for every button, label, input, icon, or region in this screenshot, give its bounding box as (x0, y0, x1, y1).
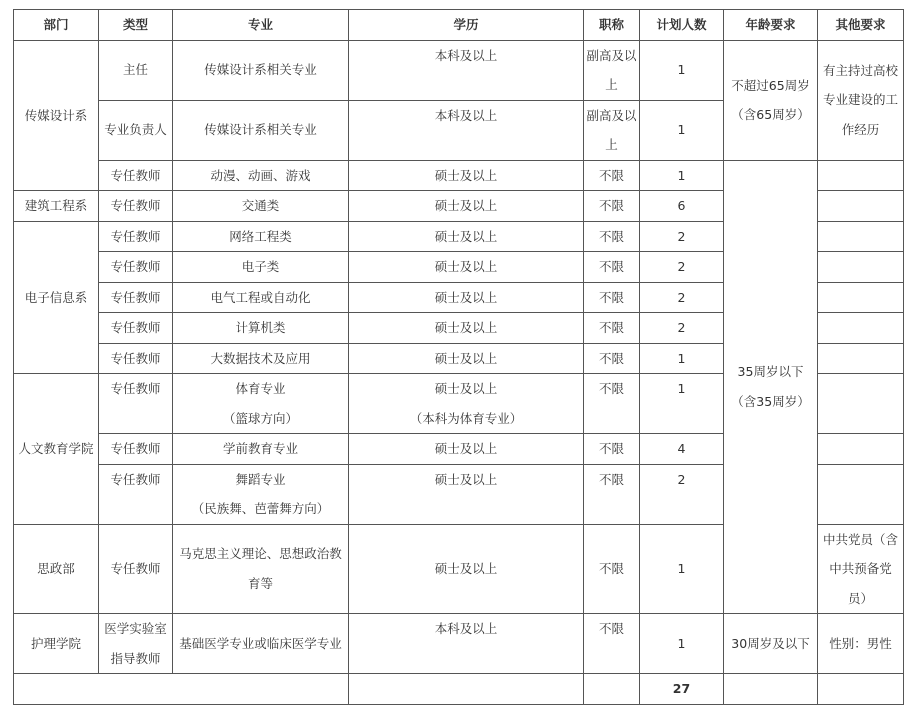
edu-cell: 硕士及以上 (349, 160, 584, 191)
edu-cell: 硕士及以上 (349, 191, 584, 222)
total-empty-cell (349, 674, 584, 705)
count-cell: 1 (640, 524, 724, 614)
title-cell: 不限 (584, 282, 640, 313)
major-cell: 传媒设计系相关专业 (173, 100, 349, 160)
major-cell: 基础医学专业或临床医学专业 (173, 614, 349, 674)
edu-cell: 本科及以上 (349, 40, 584, 100)
other-line: 作经历 (841, 121, 880, 137)
title-cell: 不限 (584, 221, 640, 252)
type-cell: 专任教师 (99, 252, 173, 283)
title-cell: 不限 (584, 524, 640, 614)
count-cell: 2 (640, 282, 724, 313)
major-line: 马克思主义理论、思想政治教 (179, 546, 342, 562)
edu-line: 硕士及以上 (434, 381, 498, 396)
count-cell: 2 (640, 221, 724, 252)
header-type: 类型 (99, 10, 173, 41)
title-cell: 不限 (584, 160, 640, 191)
title-cell (584, 100, 640, 160)
age-cell: 30周岁及以下 (724, 614, 818, 674)
type-cell: 专任教师 (99, 374, 173, 434)
header-row (14, 10, 904, 41)
type-cell: 专任教师 (99, 282, 173, 313)
dept-cell: 传媒设计系 (14, 40, 99, 191)
type-cell: 主任 (99, 40, 173, 100)
major-line: 体育专业 (235, 381, 286, 396)
other-line: 中共预备党 (829, 561, 892, 576)
header-title: 职称 (584, 10, 640, 41)
other-line: 有主持过高校 (822, 62, 898, 78)
title-line: 上 (605, 137, 618, 152)
other-cell: 性别：男性 (818, 614, 904, 674)
total-empty-cell (724, 674, 818, 705)
total-empty-cell (14, 674, 349, 705)
table-row (14, 614, 904, 674)
age-line: （含35周岁） (731, 393, 810, 409)
other-cell (818, 252, 904, 283)
age-line: 35周岁以下 (737, 364, 804, 380)
title-cell: 不限 (584, 252, 640, 283)
edu-cell (349, 374, 584, 434)
header-department: 部门 (14, 10, 99, 41)
major-line: （篮球方向） (222, 410, 298, 426)
major-cell: 电气工程或自动化 (173, 282, 349, 313)
major-cell (173, 464, 349, 524)
count-cell: 1 (640, 100, 724, 160)
count-cell: 6 (640, 191, 724, 222)
edu-cell: 本科及以上 (349, 100, 584, 160)
edu-cell: 硕士及以上 (349, 434, 584, 465)
type-line: 医学实验室 (104, 621, 167, 636)
major-cell (173, 374, 349, 434)
count-cell: 1 (640, 40, 724, 100)
total-empty-cell (818, 674, 904, 705)
dept-cell: 护理学院 (14, 614, 99, 674)
major-cell: 电子类 (173, 252, 349, 283)
title-cell: 不限 (584, 434, 640, 465)
count-cell: 2 (640, 464, 724, 524)
other-line: 中共党员（含 (822, 531, 898, 547)
major-cell: 交通类 (173, 191, 349, 222)
other-cell (818, 221, 904, 252)
header-education: 学历 (349, 10, 584, 41)
total-row (14, 674, 904, 705)
title-cell: 不限 (584, 464, 640, 524)
count-cell: 4 (640, 434, 724, 465)
title-line: 副高及以 (586, 107, 637, 123)
other-cell (818, 282, 904, 313)
count-cell: 1 (640, 343, 724, 374)
title-cell: 不限 (584, 343, 640, 374)
dept-cell: 思政部 (14, 524, 99, 614)
header-major: 专业 (173, 10, 349, 41)
count-cell: 1 (640, 160, 724, 191)
edu-cell: 硕士及以上 (349, 313, 584, 344)
age-cell (724, 40, 818, 160)
count-cell: 1 (640, 614, 724, 674)
other-cell (818, 434, 904, 465)
type-cell: 专任教师 (99, 191, 173, 222)
major-cell: 计算机类 (173, 313, 349, 344)
other-cell (818, 160, 904, 191)
type-line: 指导教师 (110, 650, 161, 666)
total-count: 27 (640, 674, 724, 705)
other-line: 员） (847, 590, 873, 606)
title-line: 上 (605, 77, 618, 92)
count-cell: 2 (640, 313, 724, 344)
edu-cell: 硕士及以上 (349, 252, 584, 283)
type-cell: 专任教师 (99, 524, 173, 614)
type-cell: 专任教师 (99, 434, 173, 465)
other-cell (818, 524, 904, 614)
major-cell: 传媒设计系相关专业 (173, 40, 349, 100)
header-count: 计划人数 (640, 10, 724, 41)
major-line: 育等 (247, 575, 273, 591)
edu-cell: 硕士及以上 (349, 464, 584, 524)
header-other: 其他要求 (818, 10, 904, 41)
dept-cell: 人文教育学院 (14, 374, 99, 525)
major-cell: 网络工程类 (173, 221, 349, 252)
other-line: 专业建设的工 (822, 92, 898, 108)
title-cell: 不限 (584, 374, 640, 434)
count-cell: 2 (640, 252, 724, 283)
edu-cell: 硕士及以上 (349, 282, 584, 313)
title-cell: 不限 (584, 614, 640, 674)
edu-cell: 硕士及以上 (349, 343, 584, 374)
other-cell (818, 191, 904, 222)
table-row (14, 40, 904, 100)
other-cell (818, 464, 904, 524)
table-row (14, 160, 904, 191)
title-cell (584, 40, 640, 100)
dept-cell: 电子信息系 (14, 221, 99, 374)
header-age: 年龄要求 (724, 10, 818, 41)
count-cell: 1 (640, 374, 724, 434)
other-cell (818, 313, 904, 344)
edu-cell: 硕士及以上 (349, 221, 584, 252)
age-cell (724, 160, 818, 614)
other-cell (818, 40, 904, 160)
major-cell: 动漫、动画、游戏 (173, 160, 349, 191)
edu-line: （本科为体育专业） (409, 410, 523, 426)
major-line: 舞蹈专业 (235, 471, 286, 487)
major-cell: 学前教育专业 (173, 434, 349, 465)
title-cell: 不限 (584, 313, 640, 344)
edu-cell: 硕士及以上 (349, 524, 584, 614)
other-cell (818, 343, 904, 374)
edu-cell: 本科及以上 (349, 614, 584, 674)
type-cell: 专业负责人 (99, 100, 173, 160)
type-cell: 专任教师 (99, 464, 173, 524)
type-cell (99, 614, 173, 674)
dept-cell: 建筑工程系 (14, 191, 99, 222)
type-cell: 专任教师 (99, 160, 173, 191)
major-cell: 大数据技术及应用 (173, 343, 349, 374)
title-line: 副高及以 (586, 47, 637, 63)
major-line: （民族舞、芭蕾舞方向） (191, 501, 330, 516)
other-cell (818, 374, 904, 434)
major-cell (173, 524, 349, 614)
age-line: （含65周岁） (731, 107, 810, 122)
age-line: 不超过65周岁 (731, 77, 810, 93)
type-cell: 专任教师 (99, 313, 173, 344)
title-cell: 不限 (584, 191, 640, 222)
recruitment-table (13, 9, 904, 705)
total-empty-cell (584, 674, 640, 705)
type-cell: 专任教师 (99, 343, 173, 374)
type-cell: 专任教师 (99, 221, 173, 252)
